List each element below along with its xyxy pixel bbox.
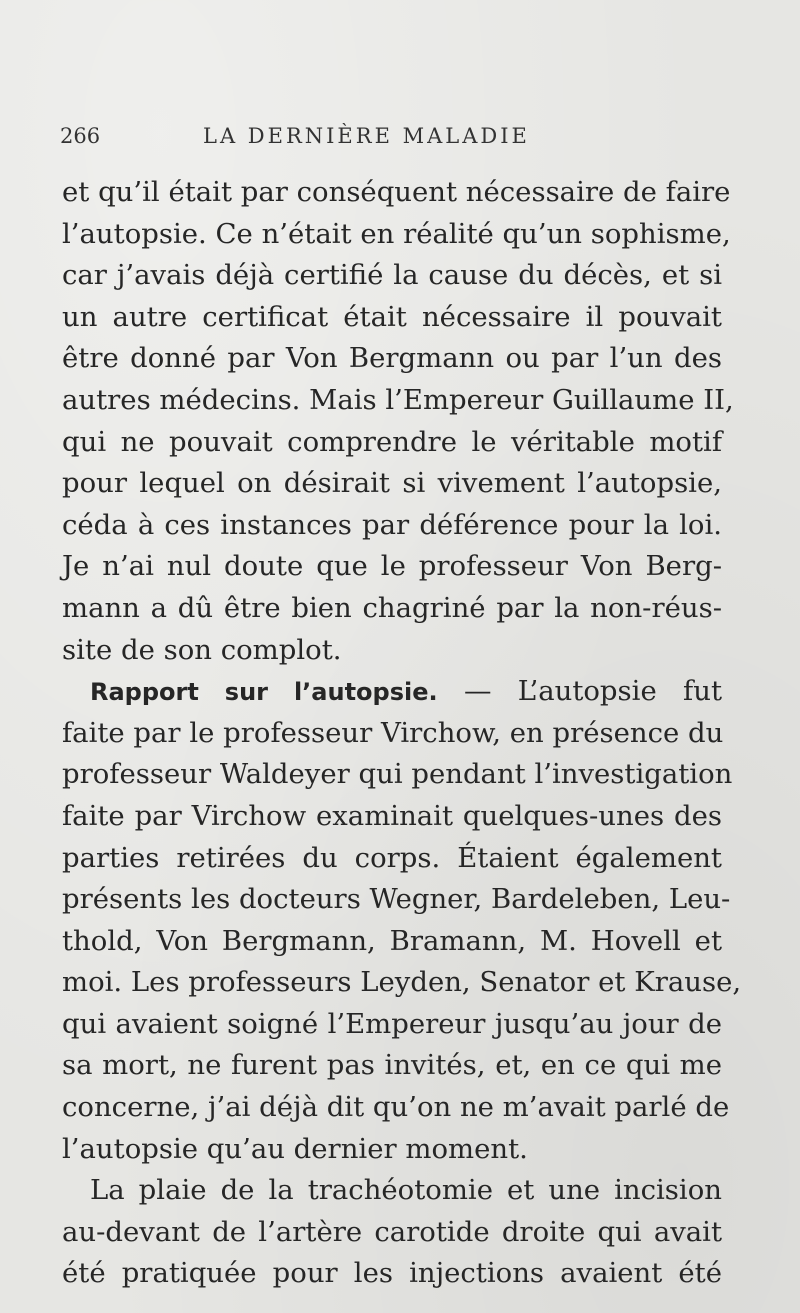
text-line: concerne, j’ai déjà dit qu’on ne m’avait parlé de xyxy=(62,1091,730,1124)
text-line: et qu’il était par conséquent nécessaire de faire xyxy=(62,176,731,208)
text-line: site de son complot. xyxy=(62,633,342,666)
text-line: autres médecins. Mais l’Empereur Guillaume II, xyxy=(62,383,734,416)
section-heading: Rapport sur l’autopsie. xyxy=(90,678,438,707)
section-heading-line xyxy=(62,671,722,713)
text-line: été pratiquée pour les injections avaient été xyxy=(62,1257,722,1290)
text-line: faite par le professeur Virchow, en présence du xyxy=(62,716,724,749)
page-header xyxy=(60,118,740,154)
paragraph-2 xyxy=(62,671,742,1170)
text-line: moi. Les professeurs Leyden, Senator et Krause, xyxy=(62,966,742,999)
running-title: LA DERNIÈRE MALADIE xyxy=(203,124,530,148)
body-text xyxy=(62,172,742,1295)
text-line: être donné par Von Bergmann ou par l’un des xyxy=(62,342,722,375)
text-line: qui ne pouvait comprendre le véritable motif xyxy=(62,425,722,458)
text-line: sa mort, ne furent pas invités, et, en ce qui me xyxy=(62,1049,722,1082)
text-line: céda à ces instances par déférence pour la loi. xyxy=(62,508,722,541)
text-line: parties retirées du corps. Étaient également xyxy=(62,841,722,874)
text-line: faite par Virchow examinait quelques-unes des xyxy=(62,799,722,832)
text-line: La plaie de la trachéotomie et une incision xyxy=(90,1174,722,1207)
text-line: qui avaient soigné l’Empereur jusqu’au jour de xyxy=(62,1007,722,1040)
paragraph-3 xyxy=(62,1170,722,1295)
text-line: mann a dû être bien chagriné par la non-réus- xyxy=(62,591,722,624)
text-line: l’autopsie. Ce n’était en réalité qu’un sophisme, xyxy=(62,217,731,250)
page-number: 266 xyxy=(60,124,101,148)
text-line: au-devant de l’artère carotide droite qui avait xyxy=(62,1215,722,1248)
text-line: professeur Waldeyer qui pendant l’investigation xyxy=(62,758,733,791)
text-line: car j’avais déjà certifié la cause du décès, et si xyxy=(62,259,722,292)
text-fragment: — L’autopsie fut xyxy=(437,675,722,708)
text-line: pour lequel on désirait si vivement l’autopsie, xyxy=(62,467,722,500)
text-line: Je n’ai nul doute que le professeur Von Berg- xyxy=(62,550,722,583)
text-line: présents les docteurs Wegner, Bardeleben, Leu- xyxy=(62,883,731,916)
text-line: un autre certificat était nécessaire il pouvait xyxy=(62,300,722,333)
paragraph-1 xyxy=(62,172,734,671)
text-line: l’autopsie qu’au dernier moment. xyxy=(62,1132,528,1165)
text-line: thold, Von Bergmann, Bramann, M. Hovell et xyxy=(62,924,722,957)
